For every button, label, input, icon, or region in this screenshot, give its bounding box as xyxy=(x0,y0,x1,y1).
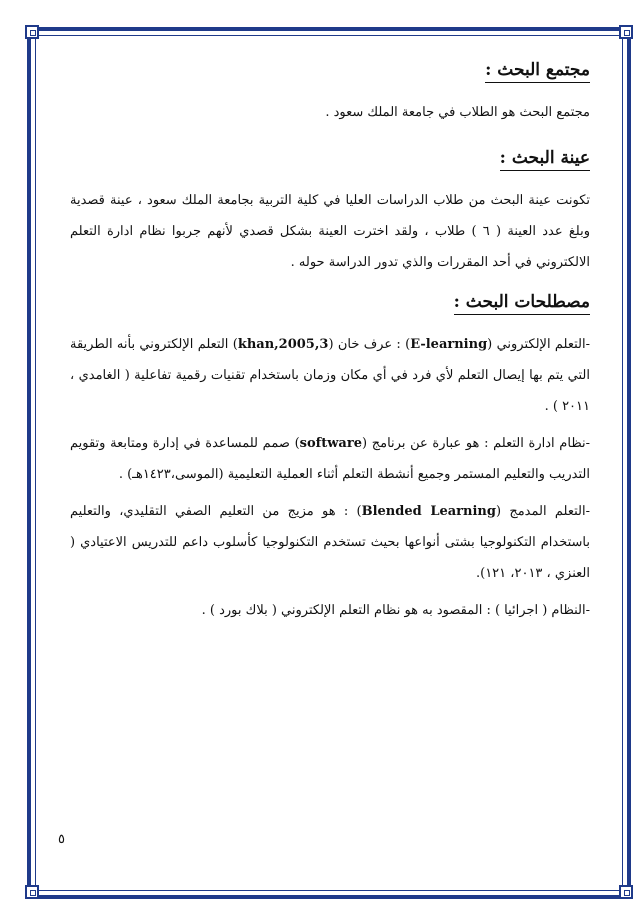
term-elearning-prefix: -التعلم الإلكتروني ( xyxy=(487,337,590,352)
term-system: -النظام ( اجرائيا ) : المقصود به هو نظام التعلم الإلكتروني ( بلاك بورد ) . xyxy=(201,603,590,618)
paragraph-community: مجتمع البحث هو الطلاب في جامعة الملك سعود . xyxy=(325,105,590,120)
corner-ornament-bottom-right xyxy=(619,885,633,899)
heading-sample: عينة البحث : xyxy=(500,148,590,171)
term-blended-definition: ) : هو مزيج من التعليم الصفي التقليدي، والتعليم باستخدام التكنولوجيا بشتى أنواعها بحيث تستخدم التكنولوجيا كأسلوب داعم للتدريس الاعتيادي ( العنزي ، ٢٠١٣، ١٢١). xyxy=(70,504,590,581)
term-lms-prefix: -نظام ادارة التعلم : هو عبارة عن برنامج ( xyxy=(361,436,590,451)
corner-ornament-bottom-left xyxy=(25,885,39,899)
term-lms-english: software xyxy=(299,436,362,451)
corner-ornament-top-left xyxy=(25,25,39,39)
section-terms xyxy=(70,292,590,626)
heading-terms: مصطلحات البحث : xyxy=(454,292,590,315)
term-blended-english: Blended Learning xyxy=(361,504,496,519)
term-elearning-definition: ) التعلم الإلكتروني بأنه الطريقة التي يتم بها إيصال التعلم لأي فرد في أي مكان وزمان باستخدام تقنيات رقمية تفاعلية ( الغامدي ، ٢٠١١ ) . xyxy=(70,337,590,414)
term-elearning-english: E-learning xyxy=(410,337,488,352)
term-elearning-middle: ) : عرف خان ( xyxy=(328,337,411,352)
term-blended-prefix: -التعلم المدمج ( xyxy=(495,504,590,519)
document-body xyxy=(70,60,590,626)
section-sample xyxy=(70,148,590,278)
paragraph-sample: تكونت عينة البحث من طلاب الدراسات العليا في كلية التربية بجامعة الملك سعود ، عينة قصدية وبلغ عدد العينة ( ٦ ) طلاب ، ولقد اخترت العينة بشكل قصدي لأنهم جربوا نظام ادارة التعلم الالكتروني في أحد المقررات والذي تدور الدراسة حوله . xyxy=(70,193,590,270)
term-lms xyxy=(70,428,590,490)
heading-community: مجتمع البحث : xyxy=(485,60,590,83)
section-community xyxy=(70,60,590,128)
page-number: ٥ xyxy=(58,832,65,847)
term-elearning xyxy=(70,329,590,422)
term-elearning-reference: khan,2005,3 xyxy=(237,337,329,352)
corner-ornament-top-right xyxy=(619,25,633,39)
term-blended xyxy=(70,496,590,589)
term-lms-definition: ) صمم للمساعدة في إدارة ومتابعة وتقويم التدريب والتعليم المستمر وجميع أنشطة التعلم أثناء العملية التعليمية (الموسى،١٤٢٣هـ) . xyxy=(70,436,590,482)
